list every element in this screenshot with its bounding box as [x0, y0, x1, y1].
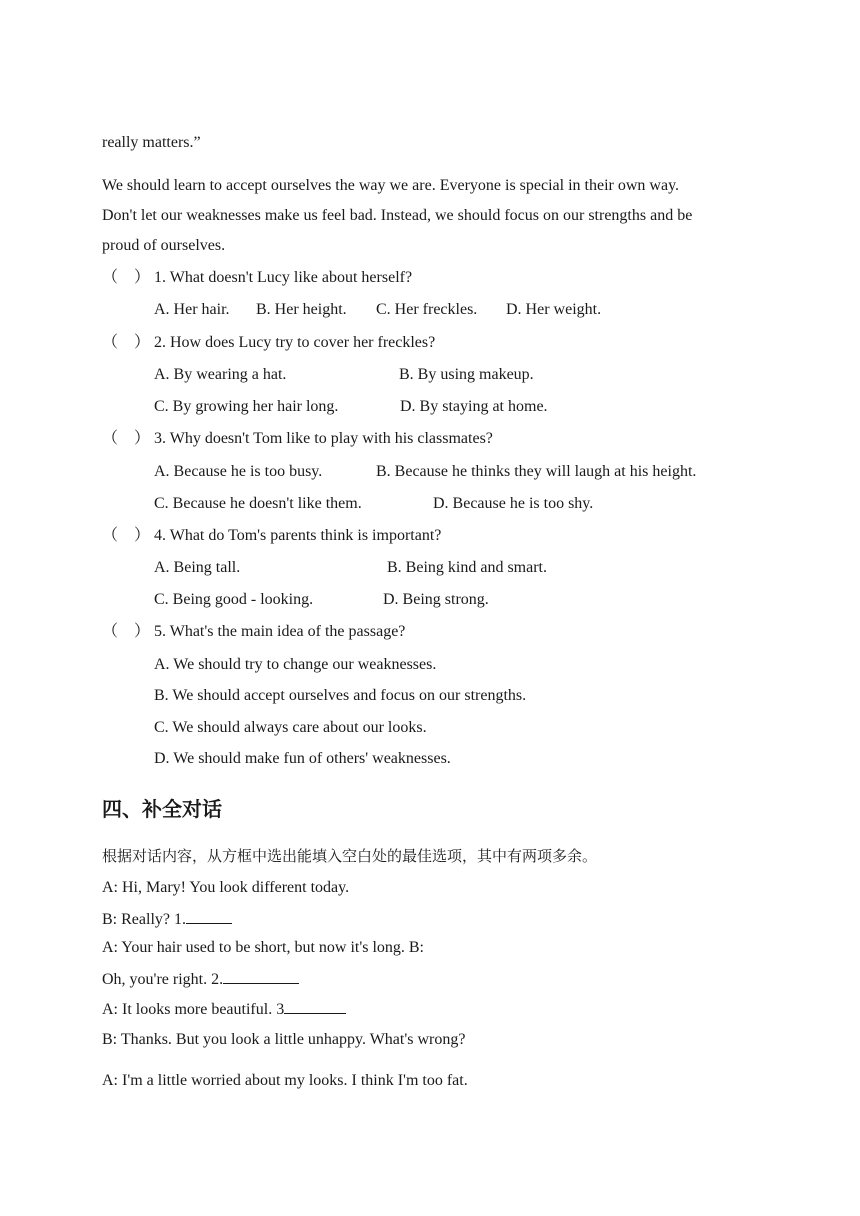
question-3	[102, 429, 493, 449]
option-b: B. Her height.	[256, 301, 347, 318]
passage-line: Don't let our weaknesses make us feel bad. Instead, we should focus on our strengths and be	[102, 207, 693, 224]
answer-bracket[interactable]: （ ）	[102, 623, 151, 640]
passage-line: proud of ourselves.	[102, 237, 226, 254]
answer-bracket[interactable]: （ ）	[102, 430, 151, 447]
answer-bracket[interactable]: （ ）	[102, 527, 151, 544]
option-c: C. By growing her hair long.	[154, 398, 339, 415]
passage-paragraph	[102, 176, 762, 266]
answer-blank-1[interactable]	[186, 908, 232, 924]
answer-blank-2[interactable]	[223, 968, 299, 984]
question-stem: 3. Why doesn't Tom like to play with his classmates?	[154, 430, 493, 447]
passage-line: We should learn to accept ourselves the way we are. Everyone is special in their own way.	[102, 177, 680, 194]
option-a: A. We should try to change our weaknesses.	[154, 656, 437, 673]
dialogue-line: A: Your hair used to be short, but now it's long. B:	[102, 939, 424, 956]
dialogue-line	[102, 908, 232, 930]
question-stem: 1. What doesn't Lucy like about herself?	[154, 269, 413, 286]
question-2	[102, 333, 435, 353]
option-c: C. Being good - looking.	[154, 591, 314, 608]
option-d: D. We should make fun of others' weaknesses.	[154, 750, 451, 767]
option-c: C. We should always care about our looks.	[154, 719, 427, 736]
dialogue-line: A: Hi, Mary! You look different today.	[102, 879, 350, 896]
question-1	[102, 268, 412, 288]
option-a: A. Her hair.	[154, 301, 230, 318]
option-b: B. We should accept ourselves and focus on our strengths.	[154, 687, 527, 704]
dialogue-text: B: Really? 1.	[102, 911, 186, 928]
option-a: A. Because he is too busy.	[154, 463, 323, 480]
answer-bracket[interactable]: （ ）	[102, 269, 151, 286]
option-d: D. Because he is too shy.	[433, 495, 594, 512]
dialogue-line: A: I'm a little worried about my looks. I think I'm too fat.	[102, 1072, 468, 1089]
answer-blank-3[interactable]	[284, 998, 346, 1014]
question-5	[102, 622, 405, 642]
option-b: B. Being kind and smart.	[387, 559, 547, 576]
option-b: B. By using makeup.	[399, 366, 534, 383]
question-stem: 2. How does Lucy try to cover her freckles?	[154, 334, 436, 351]
option-b: B. Because he thinks they will laugh at his height.	[376, 463, 697, 480]
answer-bracket[interactable]: （ ）	[102, 334, 151, 351]
passage-tail: really matters.”	[102, 134, 201, 151]
section-instruction: 根据对话内容，从方框中选出能填入空白处的最佳选项，其中有两项多余。	[102, 847, 598, 865]
dialogue-text: A: It looks more beautiful. 3	[102, 1001, 285, 1018]
option-a: A. Being tall.	[154, 559, 241, 576]
section-heading: 四、补全对话	[102, 797, 222, 821]
dialogue-line: B: Thanks. But you look a little unhappy. What's wrong?	[102, 1031, 466, 1048]
option-c: C. Her freckles.	[376, 301, 478, 318]
option-d: D. By staying at home.	[400, 398, 548, 415]
option-d: D. Her weight.	[506, 301, 602, 318]
option-c: C. Because he doesn't like them.	[154, 495, 362, 512]
dialogue-text: Oh, you're right. 2.	[102, 971, 224, 988]
dialogue-line	[102, 998, 346, 1020]
dialogue-line	[102, 968, 299, 990]
question-stem: 4. What do Tom's parents think is important?	[154, 527, 442, 544]
question-stem: 5. What's the main idea of the passage?	[154, 623, 406, 640]
option-a: A. By wearing a hat.	[154, 366, 287, 383]
option-d: D. Being strong.	[383, 591, 489, 608]
question-4	[102, 526, 441, 546]
